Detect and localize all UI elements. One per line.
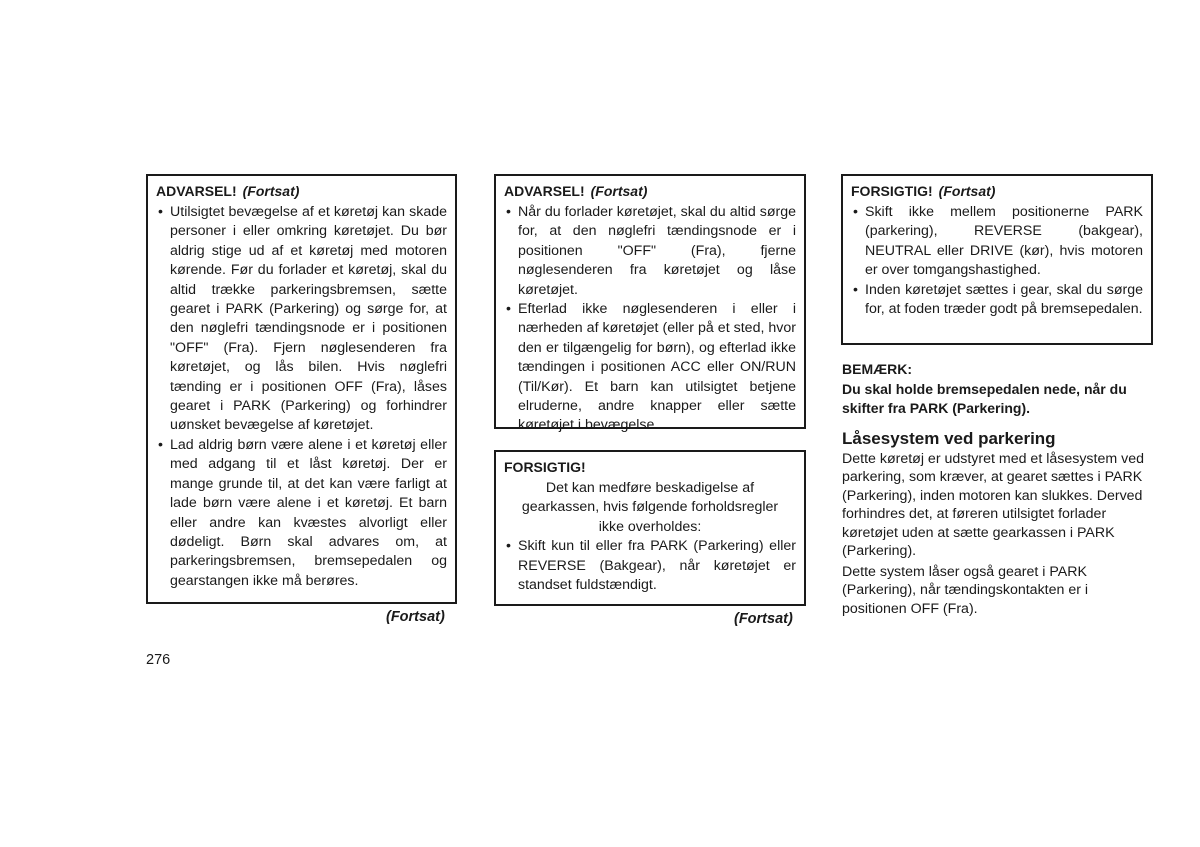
caution-bullet-list xyxy=(504,537,796,595)
warning-title xyxy=(156,181,447,201)
warning-title xyxy=(504,181,796,201)
bullet-text: Skift kun til eller fra PARK (Parkering) eller REVERSE (Bakgear), når køretøjet er standset fuldstændigt. xyxy=(518,538,796,594)
list-item xyxy=(504,203,796,300)
warning-title-text: ADVARSEL! xyxy=(504,183,585,199)
bullet-text: Skift ikke mellem positionerne PARK (parkering), REVERSE (bakgear), NEUTRAL eller DRIVE (kør), hvis motoren er over tomgangshastighed. xyxy=(865,204,1143,279)
list-item xyxy=(156,436,447,591)
warning-title-continued: (Fortsat) xyxy=(590,183,648,199)
bullet-glyph: • xyxy=(158,436,163,453)
list-item xyxy=(504,300,796,436)
caution-box-col3 xyxy=(841,174,1153,345)
bullet-text: Lad aldrig børn være alene i et køretøj eller med adgang til et låst køretøj. Der er mange grunde til, at det kan være farligt at lade børn være alene i et køretøj. Et barn eller andre kan kvæstes alvorligt eller dødeligt. Børn skal advares om, at parkeringsbremsen, bremsepedalen og gearstangen ikke må berøres. xyxy=(170,436,447,589)
warning-box-col2 xyxy=(494,174,806,434)
warning-bullet-list xyxy=(156,203,447,591)
warning-title-continued: (Fortsat) xyxy=(242,183,300,199)
warning-bullet-list xyxy=(504,203,796,436)
warning-title-text: ADVARSEL! xyxy=(156,183,237,199)
bullet-glyph: • xyxy=(506,204,511,220)
warning-box-col1 xyxy=(146,174,457,604)
note-text: Du skal holde bremsepedalen nede, når du skifter fra PARK (Parkering). xyxy=(842,381,1127,416)
bullet-text: Utilsigtet bevægelse af et køretøj kan skade personer i eller omkring køretøjet. Du bør aldrig stige ud af et køretøj med motoren kørende. Før du forlader et køretøj, skal du altid trække parkeringsbremsen, sætte gearet i PARK (Parkering) og sørge for, at den nøglefri tændingsnode er i positionen "OFF" (Fra). Fjern nøglesenderen fra køretøjet, og lås bilen. Hvis nøglefri tænding er i positionen OFF (Fra), låses gearet i PARK (Parkering) og forhindrer uønsket bevægelse af køretøjet. xyxy=(170,204,447,434)
list-item xyxy=(851,281,1143,320)
caution-title-text: FORSIGTIG! xyxy=(851,183,933,199)
caution-title-continued: (Fortsat) xyxy=(938,183,996,199)
continued-label-col2: (Fortsat) xyxy=(734,611,793,627)
bullet-text: Når du forlader køretøjet, skal du altid sørge for, at den nøglefri tændingsnode er i positionen "OFF" (Fra), fjerne nøglesenderen fra køretøjet og låse køretøjet. xyxy=(518,204,796,298)
bullet-glyph: • xyxy=(853,204,858,220)
caution-bullet-list xyxy=(851,203,1143,319)
bullet-glyph: • xyxy=(158,204,163,220)
list-item xyxy=(851,203,1143,281)
bullet-glyph: • xyxy=(506,538,511,555)
caution-title xyxy=(851,181,1143,201)
bullet-glyph: • xyxy=(853,281,858,298)
list-item xyxy=(156,203,447,436)
section-paragraph: Dette køretøj er udstyret med et låsesystem ved parkering, som kræver, at gearet sættes i PARK (Parkering), inden motoren kan slukkes. Derved forhindres det, at føreren utilsigtet forlader køretøjet uden at sætte gearkassen i PARK (Parkering). xyxy=(842,451,1144,560)
caution-title: FORSIGTIG! xyxy=(504,459,586,475)
caution-box-col2 xyxy=(494,450,806,606)
bullet-glyph: • xyxy=(506,301,511,318)
caution-intro: Det kan medføre beskadigelse af gearkassen, hvis følgende forholdsregler ikke overholdes: xyxy=(521,480,779,535)
bullet-text: Inden køretøjet sættes i gear, skal du sørge for, at foden træder godt på bremsepedalen. xyxy=(865,281,1143,318)
section-heading: Låsesystem ved parkering xyxy=(842,429,1056,448)
bullet-text: Efterlad ikke nøglesenderen i eller i nærheden af køretøjet (eller på et sted, hvor den er tilgængelig for børn), og efterlad ikke tændingen i positionen ACC eller ON/RUN (Til/Kør). Et barn kan utilsigtet betjene elruderne, andre knapper eller sætte køretøjet i bevægelse. xyxy=(518,301,796,434)
note-label: BEMÆRK: xyxy=(842,361,912,377)
continued-label-col1: (Fortsat) xyxy=(386,609,445,625)
section-paragraph: Dette system låser også gearet i PARK (Parkering), når tændingskontakten er i positionen OFF (Fra). xyxy=(842,564,1089,617)
page-number: 276 xyxy=(146,652,171,668)
list-item xyxy=(504,537,796,595)
